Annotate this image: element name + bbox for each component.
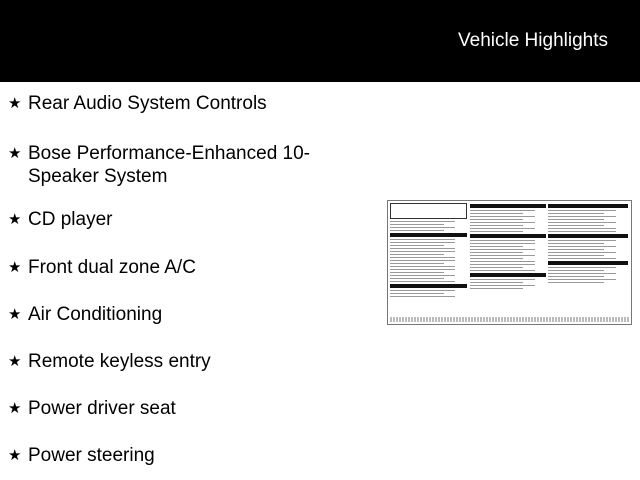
list-item xyxy=(8,256,318,280)
list-item xyxy=(8,397,318,421)
highlight-text: Rear Audio System Controls xyxy=(28,93,267,114)
list-item xyxy=(8,142,318,188)
window-sticker-image[interactable] xyxy=(387,200,632,325)
header-bar xyxy=(0,0,640,82)
star-icon: ★ xyxy=(8,306,22,323)
star-icon: ★ xyxy=(8,259,22,276)
page-title: Vehicle Highlights xyxy=(458,30,608,51)
star-icon: ★ xyxy=(8,400,22,417)
highlight-text: Remote keyless entry xyxy=(28,351,211,372)
list-item xyxy=(8,444,318,468)
star-icon: ★ xyxy=(8,211,22,228)
list-item xyxy=(8,92,318,116)
list-item xyxy=(8,350,318,374)
star-icon: ★ xyxy=(8,145,22,162)
highlight-text: Power driver seat xyxy=(28,398,176,419)
highlight-text: Air Conditioning xyxy=(28,304,163,325)
sticker-column-options xyxy=(470,203,546,313)
highlight-text: Power steering xyxy=(28,445,155,466)
star-icon: ★ xyxy=(8,95,22,112)
list-item xyxy=(8,303,318,327)
list-item xyxy=(8,208,318,232)
sticker-column-features xyxy=(548,203,628,313)
highlight-text: CD player xyxy=(28,209,113,230)
highlight-text: Bose Performance-Enhanced 10-Speaker System xyxy=(28,143,310,187)
sticker-footer-fineprint xyxy=(390,317,629,322)
star-icon: ★ xyxy=(8,353,22,370)
highlight-text: Front dual zone A/C xyxy=(28,257,196,278)
star-icon: ★ xyxy=(8,447,22,464)
sticker-column-pricing xyxy=(390,203,467,313)
